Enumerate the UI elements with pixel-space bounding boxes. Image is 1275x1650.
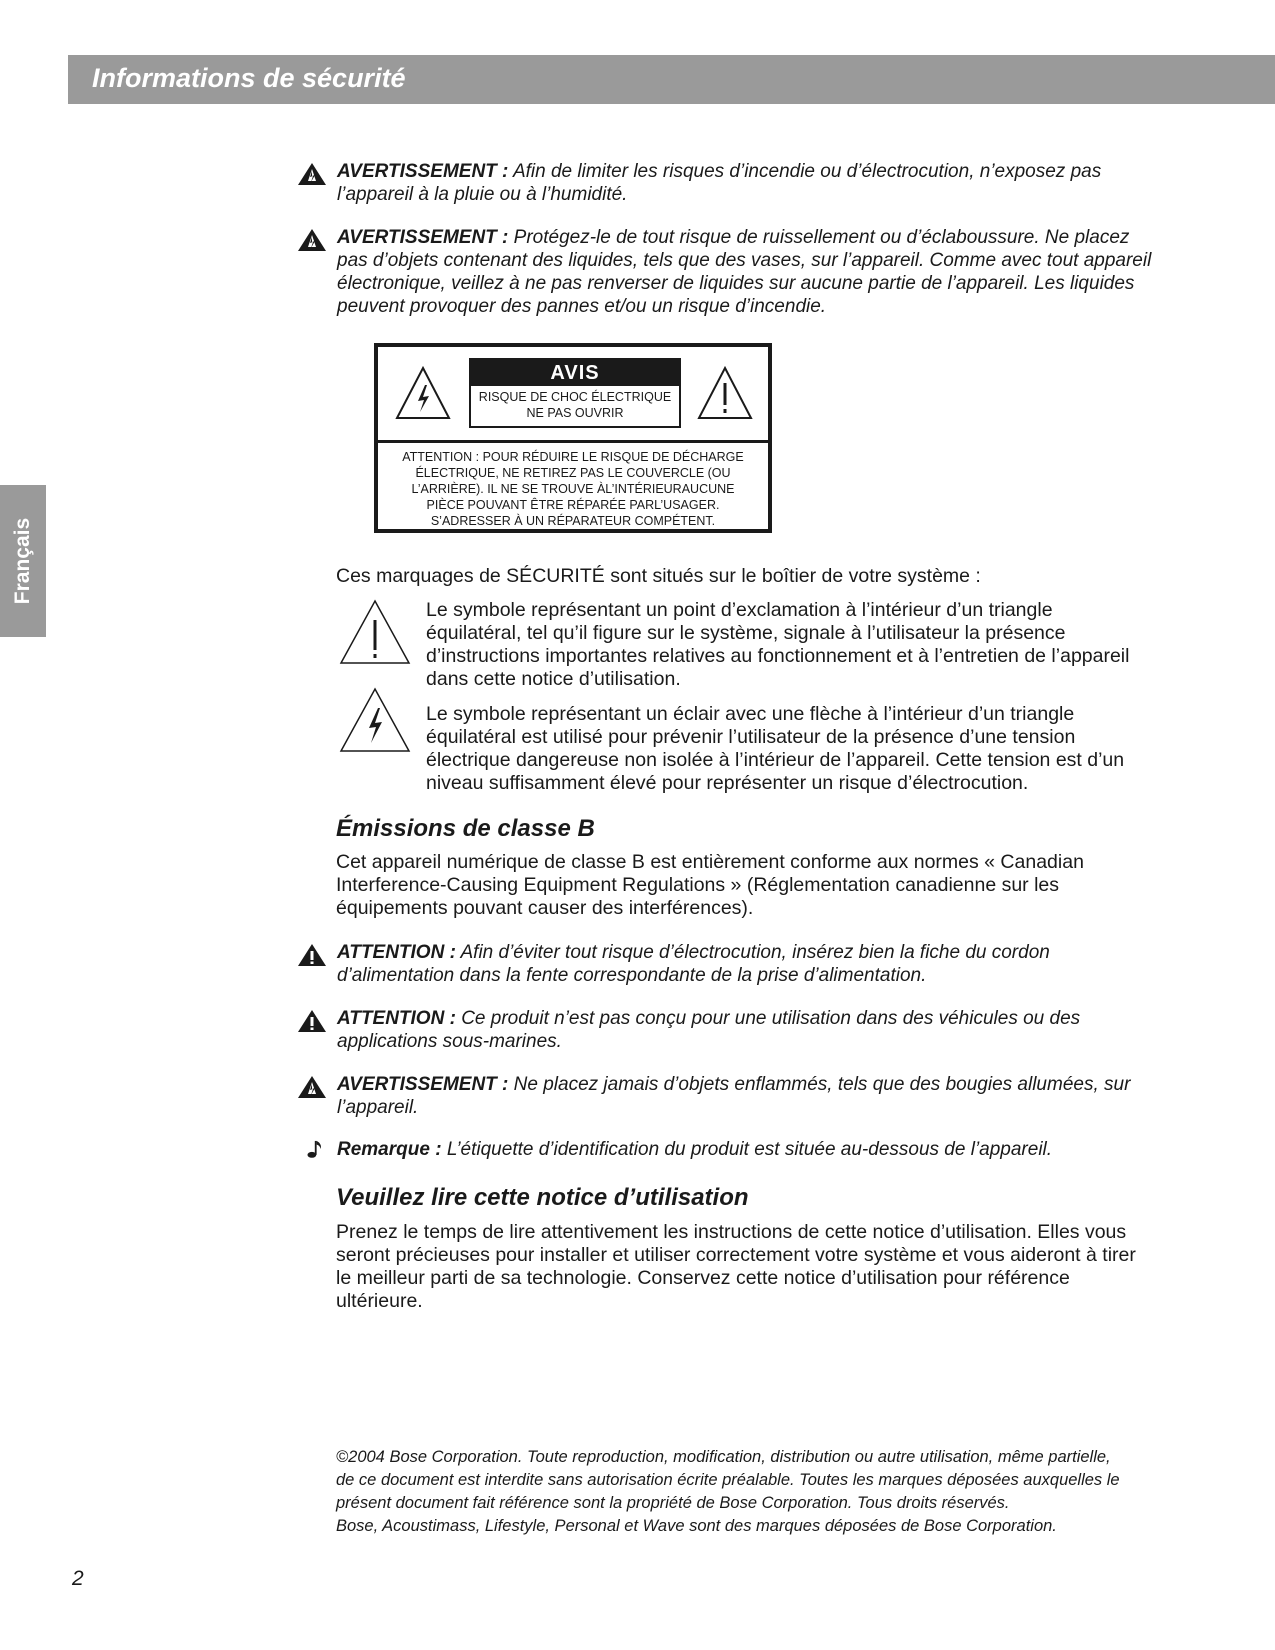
- warning-text: Ce produit n’est pas conçu pour une utilisation dans des véhicules ou des: [461, 1008, 1081, 1029]
- warning-text: Ne placez jamais d’objets enflammés, tels que des bougies allumées, sur: [513, 1074, 1131, 1095]
- caution-triangle-icon: [297, 943, 327, 967]
- music-note-icon: [306, 1136, 328, 1162]
- warning-liquids: [297, 226, 1197, 318]
- caution-subtitle: RISQUE DE CHOC ÉLECTRIQUE NE PAS OUVRIR: [478, 390, 672, 420]
- language-tab: [0, 485, 46, 637]
- caution-label-center: [469, 358, 681, 428]
- warning-label: AVERTISSEMENT :: [337, 161, 509, 182]
- page-number: 2: [72, 1567, 84, 1590]
- warning-flames: [297, 1073, 1197, 1119]
- remark: [297, 1138, 1197, 1161]
- warning-text: Afin de limiter les risques d’incendie ou d’électrocution, n’exposez pas: [512, 161, 1102, 182]
- warning-text: l’appareil.: [337, 1097, 419, 1118]
- warning-text: pas d’objets contenant des liquides, tels que des vases, sur l’appareil. Comme avec tout appareil: [337, 250, 1152, 271]
- warning-label: ATTENTION :: [337, 942, 456, 963]
- warning-label: AVERTISSEMENT :: [337, 227, 509, 248]
- warning-triangle-icon: [297, 228, 327, 252]
- warning-label: ATTENTION :: [337, 1008, 456, 1029]
- caution-label: [374, 343, 772, 533]
- copyright-notice: ©2004 Bose Corporation. Toute reproduction, modification, distribution ou autre utilisation, même partielle, de ce document est interdite sans autorisation écrite préalable. Toutes les marques déposées auxquelles le présent document fait référence sont la propriété de Bose Corporation. Tous droits réservés. Bose, Acoustimass, Lifestyle, Personal et Wave sont des marques déposées de Bose Corporation.: [336, 1448, 1120, 1535]
- caution-heading: AVIS: [471, 360, 679, 386]
- caution-body: ATTENTION : POUR RÉDUIRE LE RISQUE DE DÉCHARGE ÉLECTRIQUE, NE RETIREZ PAS LE COUVERCLE (OU L’ARRIÈRE). IL NE SE TROUVE ÀL’INTÉRIEURAUCUNE PIÈCE POUVANT ÊTRE RÉPARÉE PARL’USAGER. S’ADRESSER À UN RÉPARATEUR COMPÉTENT.: [402, 450, 744, 528]
- warning-text: l’appareil à la pluie ou à l’humidité.: [337, 184, 628, 205]
- page-header: [68, 55, 1275, 104]
- lightning-triangle-icon: [338, 686, 412, 754]
- warning-power-cord: [297, 941, 1197, 987]
- warning-text: Afin d’éviter tout risque d’électrocution, insérez bien la fiche du cordon: [460, 942, 1050, 963]
- warning-text: applications sous-marines.: [337, 1031, 562, 1052]
- warning-text: Protégez-le de tout risque de ruissellement ou d’éclaboussure. Ne placez: [513, 227, 1130, 248]
- read-notice-text: Prenez le temps de lire attentivement les instructions de cette notice d’utilisation. Elles vous seront précieuses pour installer et utiliser correctement votre système et vous aideront à tirer le meilleur parti de sa technologie. Conservez cette notice d’utilisation pour référence ultérieure.: [336, 1221, 1136, 1312]
- emissions-heading: Émissions de classe B: [336, 815, 595, 842]
- warning-humidity: [297, 160, 1197, 206]
- warning-label: AVERTISSEMENT :: [337, 1074, 509, 1095]
- language-tab-label: Français: [11, 517, 34, 605]
- warning-vehicles: [297, 1007, 1197, 1053]
- caution-label-top: [378, 347, 768, 443]
- remark-label: Remarque :: [337, 1139, 442, 1160]
- warning-triangle-icon: [297, 162, 327, 186]
- emissions-text: Cet appareil numérique de classe B est entièrement conforme aux normes « Canadian Interference-Causing Equipment Regulations » (Réglementation canadienne sur les équipements pouvant causer des interférences).: [336, 851, 1084, 919]
- read-notice-heading: Veuillez lire cette notice d’utilisation: [336, 1184, 749, 1211]
- remark-text: L’étiquette d’identification du produit est située au-dessous de l’appareil.: [446, 1139, 1053, 1160]
- exclamation-triangle-icon: [696, 365, 754, 421]
- exclamation-symbol-description: Le symbole représentant un point d’exclamation à l’intérieur d’un triangle équilatéral, tel qu’il figure sur le système, signale à l’utilisateur la présence d’instructions importantes relatives au fonctionnement et à l’entretien de l’appareil dans cette notice d’utilisation.: [426, 599, 1130, 690]
- warning-text: d’alimentation dans la fente correspondante de la prise d’alimentation.: [337, 965, 927, 986]
- page-title: Informations de sécurité: [92, 63, 406, 93]
- lightning-symbol-description: Le symbole représentant un éclair avec une flèche à l’intérieur d’un triangle équilatéral est utilisé pour prévenir l’utilisateur de la présence d’une tension électrique dangereuse non isolée à l’intérieur de l’appareil. Cette tension est d’un niveau suffisamment élevé pour représenter un risque d’électrocution.: [426, 703, 1125, 794]
- markings-intro: Ces marquages de SÉCURITÉ sont situés sur le boîtier de votre système :: [336, 565, 981, 587]
- warning-triangle-icon: [297, 1075, 327, 1099]
- lightning-triangle-icon: [394, 365, 452, 421]
- caution-triangle-icon: [297, 1009, 327, 1033]
- exclamation-triangle-icon: [338, 598, 412, 666]
- warning-text: électronique, veillez à ne pas renverser de liquides sur aucune partie de l’appareil. Les liquides: [337, 273, 1135, 294]
- warning-text: peuvent provoquer des pannes et/ou un risque d’incendie.: [337, 296, 827, 317]
